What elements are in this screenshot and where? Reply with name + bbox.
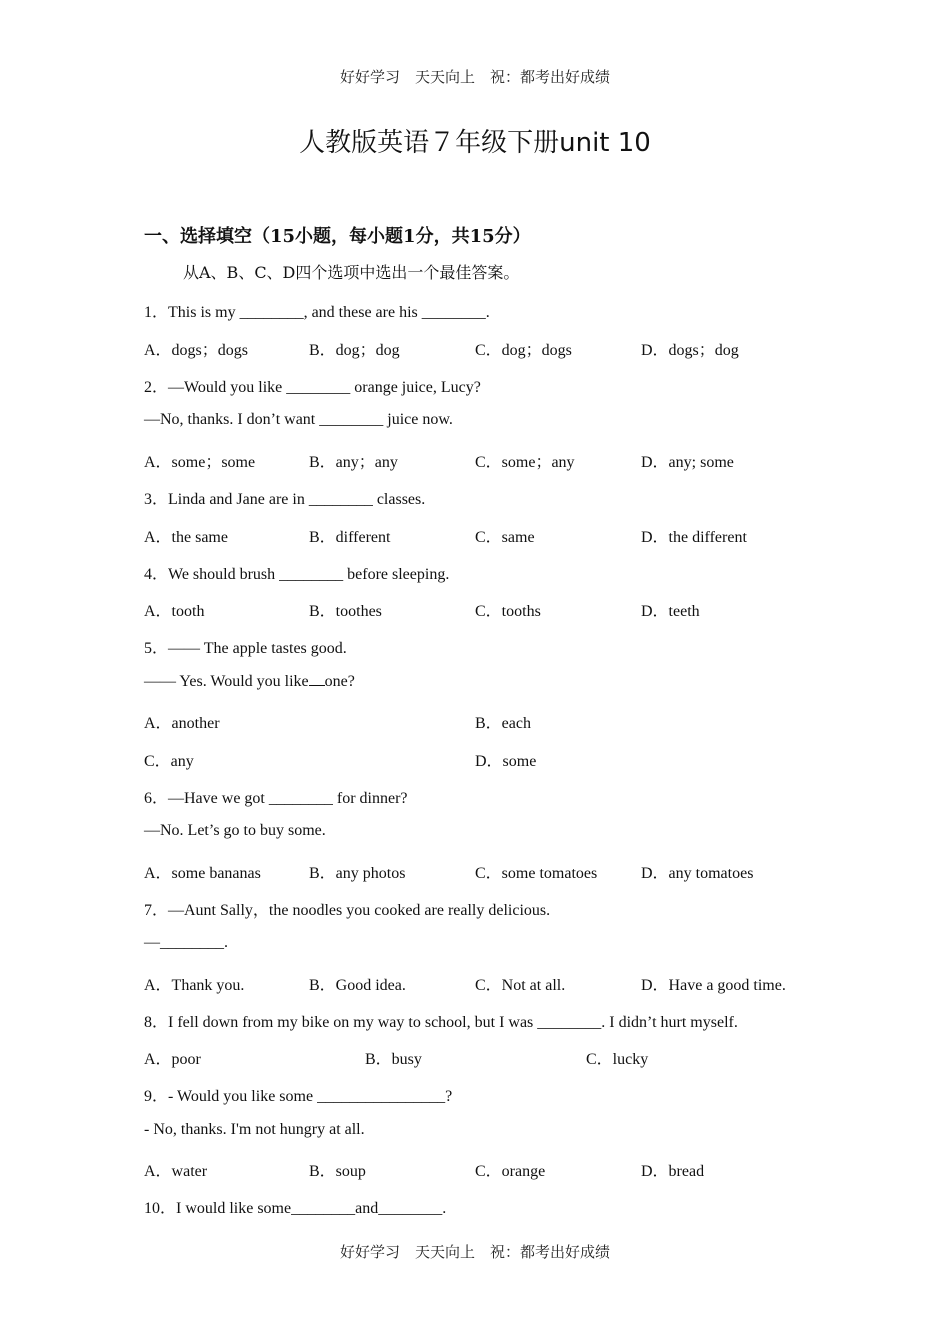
question-5-reply: [144, 673, 355, 691]
question-4: 4．We should brush ________ before sleeping.: [144, 566, 450, 583]
q6-option-c: C．some tomatoes: [475, 865, 598, 882]
q6-option-b: B．any photos: [309, 865, 406, 882]
q4-option-d: D．teeth: [641, 603, 700, 620]
q1-option-a: A．dogs；dogs: [144, 342, 249, 359]
q1-option-d: D．dogs；dog: [641, 342, 739, 359]
q9-option-b: B．soup: [309, 1163, 366, 1180]
q2-option-b: B．any；any: [309, 454, 398, 471]
reply-end: one?: [324, 673, 355, 690]
q5-option-a: A．another: [144, 715, 220, 732]
q1-option-b: B．dog；dog: [309, 342, 400, 359]
q5-option-b: B．each: [475, 715, 531, 732]
section-heading: 一、选择填空（15小题，每小题1分，共15分）: [144, 226, 531, 247]
page-header: 好好学习 天天向上 祝：都考出好成绩: [339, 68, 610, 86]
q4-option-c: C．tooths: [475, 603, 541, 620]
question-2-reply: —No, thanks. I don’t want ________ juice now.: [144, 411, 453, 428]
q8-option-a: A．poor: [144, 1051, 201, 1068]
q6-option-d: D．any tomatoes: [641, 865, 754, 882]
section-instruction: 从A、B、C、D四个选项中选出一个最佳答案。: [183, 263, 520, 282]
q9-option-a: A．water: [144, 1163, 208, 1180]
question-7: 7．—Aunt Sally，the noodles you cooked are really delicious.: [144, 902, 551, 919]
q7-option-c: C．Not at all.: [475, 977, 566, 994]
question-9-reply: - No, thanks. I'm not hungry at all.: [144, 1121, 365, 1138]
q2-option-a: A．some；some: [144, 454, 256, 471]
q5-option-c: C．any: [144, 753, 194, 770]
q3-option-d: D．the different: [641, 529, 747, 546]
question-8: 8．I fell down from my bike on my way to school, but I was ________. I didn’t hurt myself.: [144, 1014, 738, 1031]
question-1: 1．This is my ________, and these are his ________.: [144, 304, 490, 321]
q1-option-c: C．dog；dogs: [475, 342, 572, 359]
q8-option-c: C．lucky: [586, 1051, 649, 1068]
q9-option-d: D．bread: [641, 1163, 705, 1180]
q2-option-d: D．any; some: [641, 454, 734, 471]
q3-option-a: A．the same: [144, 529, 228, 546]
page-footer: 好好学习 天天向上 祝：都考出好成绩: [339, 1243, 610, 1261]
reply-start: —— Yes. Would you like: [144, 673, 309, 690]
question-9: 9．- Would you like some ________________?: [144, 1088, 453, 1105]
question-2: 2．—Would you like ________ orange juice, Lucy?: [144, 379, 481, 396]
q8-option-b: B．busy: [365, 1051, 422, 1068]
q6-option-a: A．some bananas: [144, 865, 261, 882]
page-title: 人教版英语７年级下册unit 10: [299, 128, 651, 158]
q9-option-c: C．orange: [475, 1163, 546, 1180]
q7-option-d: D．Have a good time.: [641, 977, 786, 994]
question-3: 3．Linda and Jane are in ________ classes.: [144, 491, 426, 508]
question-10: 10．I would like some________and________.: [144, 1200, 447, 1217]
question-6-reply: —No. Let’s go to buy some.: [144, 822, 326, 839]
blank: [309, 673, 325, 686]
question-6: 6．—Have we got ________ for dinner?: [144, 790, 408, 807]
q2-option-c: C．some；any: [475, 454, 575, 471]
q4-option-a: A．tooth: [144, 603, 205, 620]
q7-option-b: B．Good idea.: [309, 977, 406, 994]
question-7-reply: —________.: [144, 934, 228, 951]
q3-option-b: B．different: [309, 529, 391, 546]
q4-option-b: B．toothes: [309, 603, 382, 620]
q7-option-a: A．Thank you.: [144, 977, 245, 994]
q5-option-d: D．some: [475, 753, 537, 770]
q3-option-c: C．same: [475, 529, 535, 546]
question-5: 5．—— The apple tastes good.: [144, 640, 347, 657]
